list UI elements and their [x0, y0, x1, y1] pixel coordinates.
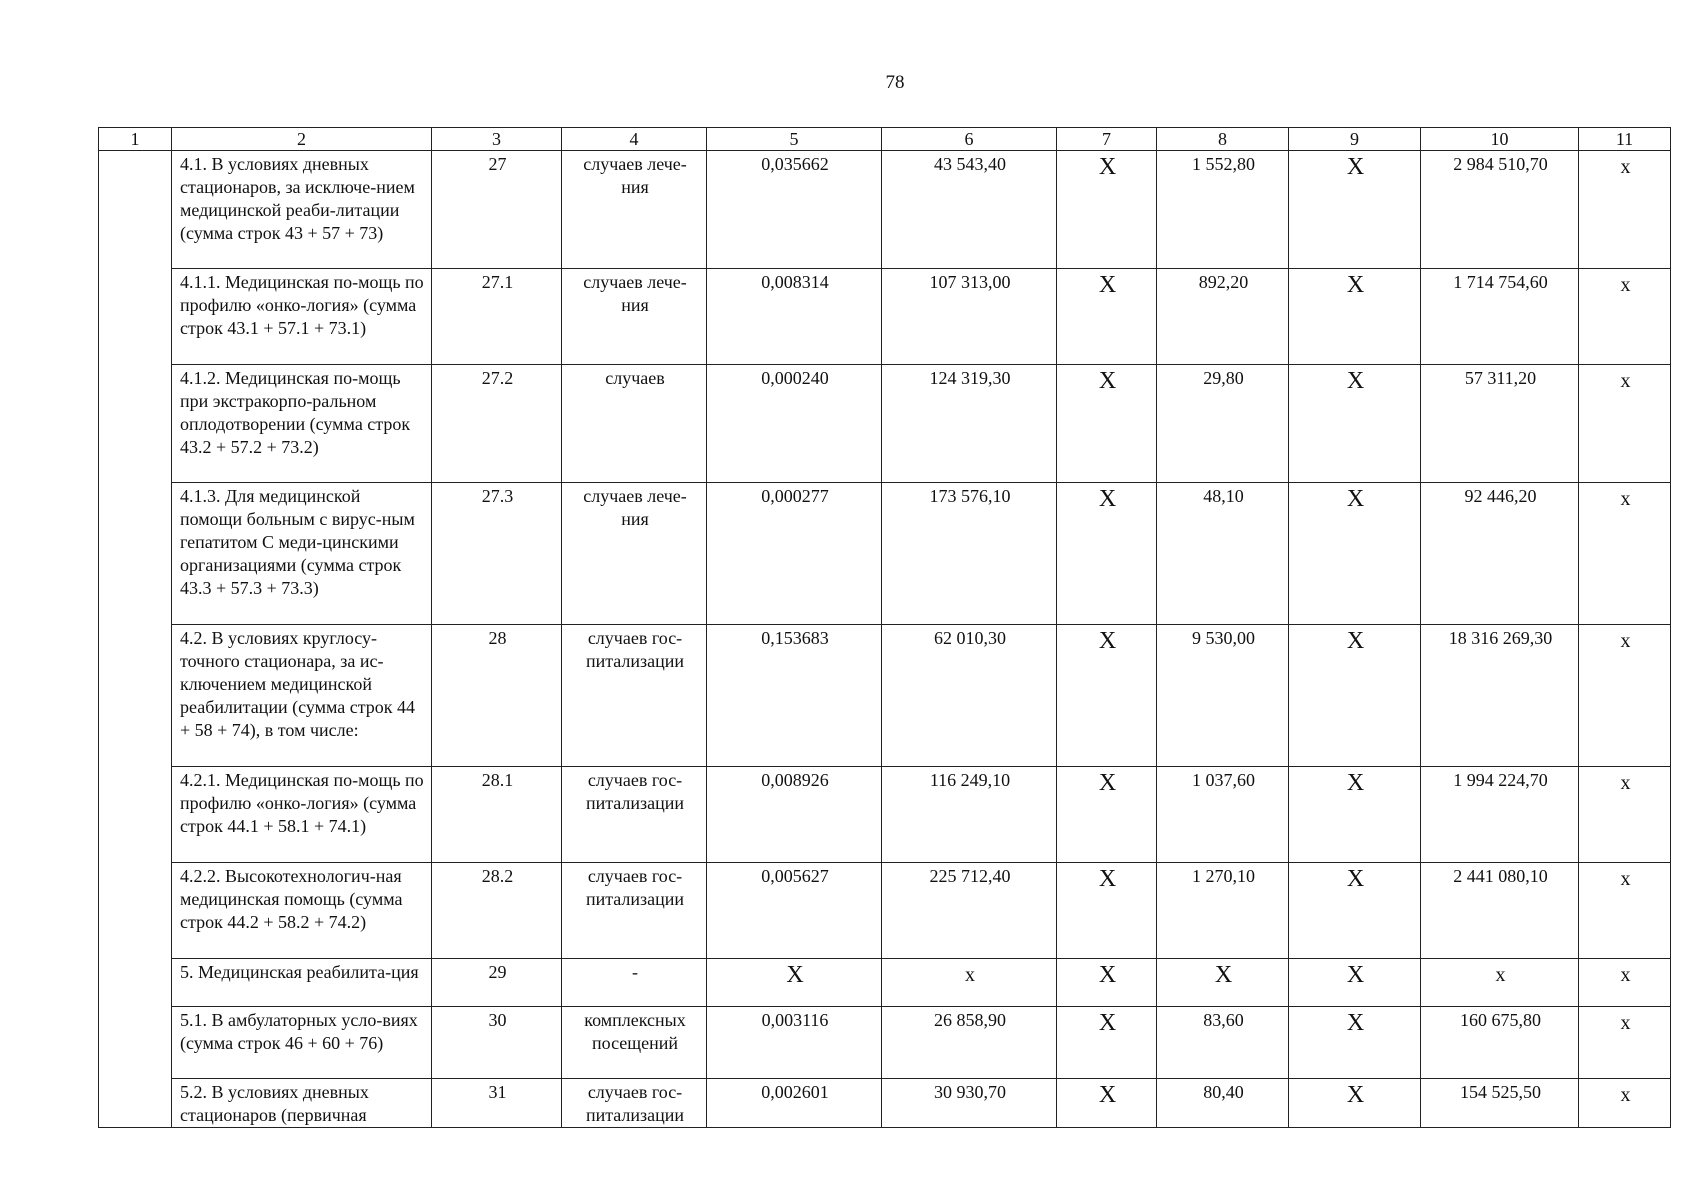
value-cell-6: 43 543,40: [882, 151, 1057, 269]
value-cell-10: 154 525,50: [1421, 1079, 1579, 1128]
value-cell-5: 0,002601: [707, 1079, 882, 1128]
value-cell-9: X: [1289, 151, 1421, 269]
row-description: 5.1. В амбулаторных усло-виях (сумма строк 46 + 60 + 76): [172, 1007, 432, 1079]
page-number: 78: [885, 72, 905, 93]
value-cell-5: 0,008314: [707, 269, 882, 365]
value-cell-7: X: [1057, 1007, 1157, 1079]
table-row: [99, 483, 1671, 625]
row-description: 4.2.1. Медицинская по-мощь по профилю «онко-логия» (сумма строк 44.1 + 58.1 + 74.1): [172, 767, 432, 863]
row-description: 4.1.3. Для медицинской помощи больным с вирус-ным гепатитом С меди-цинскими организациями (сумма строк 43.3 + 57.3 + 73.3): [172, 483, 432, 625]
row-description: 4.1.2. Медицинская по-мощь при экстракорпо-ральном оплодотворении (сумма строк 43.2 + 57.2 + 73.2): [172, 365, 432, 483]
row-number: 29: [432, 959, 562, 1007]
header-cell: 3: [432, 128, 562, 151]
row-number: 27.3: [432, 483, 562, 625]
value-cell-11: х: [1579, 269, 1671, 365]
value-cell-7: X: [1057, 269, 1157, 365]
value-cell-6: 116 249,10: [882, 767, 1057, 863]
value-cell-9: X: [1289, 269, 1421, 365]
unit-cell: случаев лече-ния: [562, 151, 707, 269]
row-description: 5. Медицинская реабилита-ция: [172, 959, 432, 1007]
value-cell-10: 160 675,80: [1421, 1007, 1579, 1079]
value-cell-8: 80,40: [1157, 1079, 1289, 1128]
row-description: 5.2. В условиях дневных стационаров (первичная: [172, 1079, 432, 1128]
table-row: [99, 767, 1671, 863]
value-cell-9: X: [1289, 365, 1421, 483]
header-cell: 5: [707, 128, 882, 151]
header-cell: 1: [99, 128, 172, 151]
value-cell-6: 26 858,90: [882, 1007, 1057, 1079]
row-number: 27.2: [432, 365, 562, 483]
unit-cell: -: [562, 959, 707, 1007]
row-description: 4.1.1. Медицинская по-мощь по профилю «онко-логия» (сумма строк 43.1 + 57.1 + 73.1): [172, 269, 432, 365]
value-cell-9: X: [1289, 1007, 1421, 1079]
value-cell-8: 1 270,10: [1157, 863, 1289, 959]
value-cell-10: 57 311,20: [1421, 365, 1579, 483]
value-cell-11: х: [1579, 483, 1671, 625]
value-cell-7: X: [1057, 625, 1157, 767]
value-cell-6: 124 319,30: [882, 365, 1057, 483]
header-cell: 2: [172, 128, 432, 151]
data-table: [98, 127, 1671, 1128]
unit-cell: случаев гос-питализации: [562, 863, 707, 959]
value-cell-5: 0,005627: [707, 863, 882, 959]
unit-cell: случаев: [562, 365, 707, 483]
value-cell-6: 225 712,40: [882, 863, 1057, 959]
row-number: 30: [432, 1007, 562, 1079]
value-cell-5: 0,000240: [707, 365, 882, 483]
table-row: [99, 269, 1671, 365]
value-cell-7: X: [1057, 365, 1157, 483]
value-cell-11: х: [1579, 863, 1671, 959]
unit-cell: случаев лече-ния: [562, 483, 707, 625]
value-cell-7: X: [1057, 959, 1157, 1007]
value-cell-11: х: [1579, 1079, 1671, 1128]
header-cell: 10: [1421, 128, 1579, 151]
value-cell-10: х: [1421, 959, 1579, 1007]
value-cell-9: X: [1289, 767, 1421, 863]
header-cell: 8: [1157, 128, 1289, 151]
row-number: 27: [432, 151, 562, 269]
value-cell-9: X: [1289, 625, 1421, 767]
value-cell-6: 107 313,00: [882, 269, 1057, 365]
value-cell-8: 1 552,80: [1157, 151, 1289, 269]
value-cell-7: X: [1057, 483, 1157, 625]
value-cell-11: х: [1579, 365, 1671, 483]
value-cell-7: X: [1057, 767, 1157, 863]
value-cell-10: 18 316 269,30: [1421, 625, 1579, 767]
value-cell-7: X: [1057, 863, 1157, 959]
value-cell-5: 0,008926: [707, 767, 882, 863]
value-cell-9: X: [1289, 483, 1421, 625]
value-cell-11: х: [1579, 625, 1671, 767]
row-number: 28.1: [432, 767, 562, 863]
value-cell-6: 62 010,30: [882, 625, 1057, 767]
value-cell-8: 83,60: [1157, 1007, 1289, 1079]
table-row: [99, 959, 1671, 1007]
value-cell-5: 0,003116: [707, 1007, 882, 1079]
value-cell-8: 892,20: [1157, 269, 1289, 365]
row-number: 28.2: [432, 863, 562, 959]
value-cell-8: 48,10: [1157, 483, 1289, 625]
value-cell-11: х: [1579, 767, 1671, 863]
row-number: 31: [432, 1079, 562, 1128]
value-cell-5: 0,000277: [707, 483, 882, 625]
value-cell-8: X: [1157, 959, 1289, 1007]
value-cell-8: 9 530,00: [1157, 625, 1289, 767]
value-cell-7: X: [1057, 1079, 1157, 1128]
header-cell: 7: [1057, 128, 1157, 151]
value-cell-10: 1 994 224,70: [1421, 767, 1579, 863]
table-row: [99, 151, 1671, 269]
table-row: [99, 625, 1671, 767]
value-cell-11: х: [1579, 959, 1671, 1007]
value-cell-6: 173 576,10: [882, 483, 1057, 625]
value-cell-10: 2 984 510,70: [1421, 151, 1579, 269]
value-cell-8: 29,80: [1157, 365, 1289, 483]
header-cell: 9: [1289, 128, 1421, 151]
header-cell: 6: [882, 128, 1057, 151]
table-row: [99, 365, 1671, 483]
unit-cell: случаев гос-питализации: [562, 625, 707, 767]
header-cell: 11: [1579, 128, 1671, 151]
value-cell-11: х: [1579, 1007, 1671, 1079]
value-cell-9: X: [1289, 1079, 1421, 1128]
row-number: 28: [432, 625, 562, 767]
unit-cell: случаев гос-питализации: [562, 767, 707, 863]
value-cell-5: 0,035662: [707, 151, 882, 269]
unit-cell: случаев лече-ния: [562, 269, 707, 365]
value-cell-7: X: [1057, 151, 1157, 269]
table-row: [99, 1079, 1671, 1128]
unit-cell: случаев гос-питализации: [562, 1079, 707, 1128]
table-row: [99, 863, 1671, 959]
value-cell-9: X: [1289, 863, 1421, 959]
value-cell-10: 92 446,20: [1421, 483, 1579, 625]
table-row: [99, 1007, 1671, 1079]
value-cell-10: 1 714 754,60: [1421, 269, 1579, 365]
row-description: 4.2. В условиях круглосу-точного стационара, за ис-ключением медицинской реабилитации (сумма строк 44 + 58 + 74), в том числе:: [172, 625, 432, 767]
row-group-cell: [99, 151, 172, 1128]
row-number: 27.1: [432, 269, 562, 365]
row-description: 4.1. В условиях дневных стационаров, за исключе-нием медицинской реаби-литации (сумма строк 43 + 57 + 73): [172, 151, 432, 269]
value-cell-5: 0,153683: [707, 625, 882, 767]
value-cell-5: X: [707, 959, 882, 1007]
row-description: 4.2.2. Высокотехнологич-ная медицинская помощь (сумма строк 44.2 + 58.2 + 74.2): [172, 863, 432, 959]
value-cell-6: х: [882, 959, 1057, 1007]
header-cell: 4: [562, 128, 707, 151]
unit-cell: комплексных посещений: [562, 1007, 707, 1079]
header-row: [99, 128, 1671, 151]
value-cell-10: 2 441 080,10: [1421, 863, 1579, 959]
value-cell-8: 1 037,60: [1157, 767, 1289, 863]
value-cell-11: х: [1579, 151, 1671, 269]
value-cell-9: X: [1289, 959, 1421, 1007]
value-cell-6: 30 930,70: [882, 1079, 1057, 1128]
